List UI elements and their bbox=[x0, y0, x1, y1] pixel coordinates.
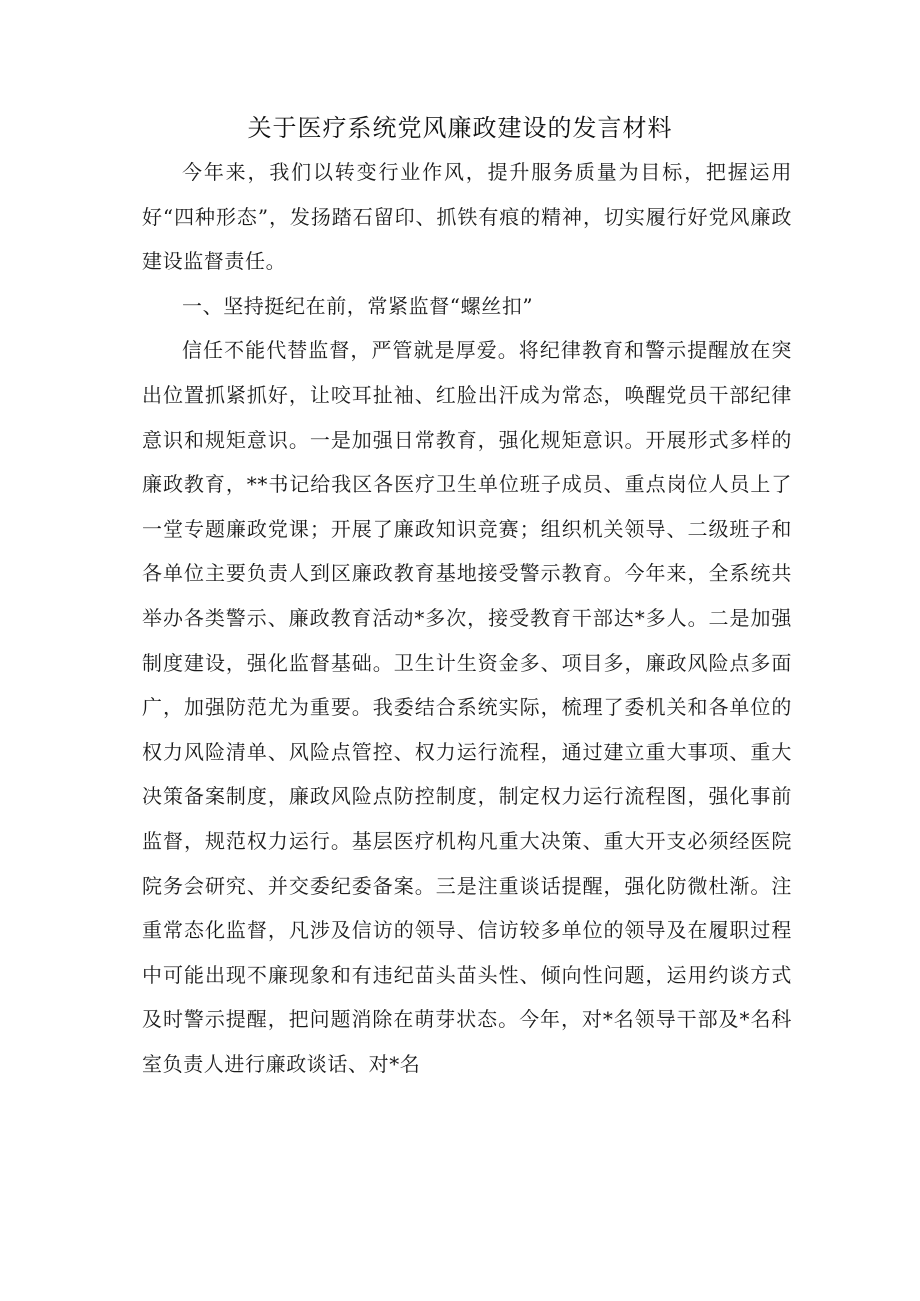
document-title: 关于医疗系统党风廉政建设的发言材料 bbox=[247, 114, 673, 142]
section-body-1: 信任不能代替监督，严管就是厚爱。将纪律教育和警示提醒放在突出位置抓紧抓好，让咬耳扯袖、红脸出汗成为常态，唤醒党员干部纪律意识和规矩意识。一是加强日常教育，强化规矩意识。开展形式多样的廉政教育，**书记给我区各医疗卫生单位班子成员、重点岗位人员上了一堂专题廉政党课；开展了廉政知识竞赛；组织机关领导、二级班子和各单位主要负责人到区廉政教育基地接受警示教育。今年来，全系统共举办各类警示、廉政教育活动*多次，接受教育干部达*多人。二是加强制度建设，强化监督基础。卫生计生资金多、项目多，廉政风险点多面广，加强防范尤为重要。我委结合系统实际，梳理了委机关和各单位的权力风险清单、风险点管控、权力运行流程，通过建立重大事项、重大决策备案制度，廉政风险点防控制度，制定权力运行流程图，强化事前监督，规范权力运行。基层医疗机构凡重大决策、重大开支必须经医院院务会研究、并交委纪委备案。三是注重谈话提醒，强化防微杜渐。注重常态化监督，凡涉及信访的领导、信访较多单位的领导及在履职过程中可能出现不廉现象和有违纪苗头苗头性、倾向性问题，运用约谈方式及时警示提醒，把问题消除在萌芽状态。今年，对*名领导干部及*名科室负责人进行廉政谈话、对*名 bbox=[142, 338, 792, 1076]
section-heading-1: 一、坚持挺纪在前，常紧监督“螺丝扣” bbox=[182, 293, 534, 318]
document-body bbox=[142, 150, 792, 1086]
intro-paragraph: 今年来，我们以转变行业作风，提升服务质量为目标，把握运用好“四种形态”，发扬踏石留印、抓铁有痕的精神，切实履行好党风廉政建设监督责任。 bbox=[142, 160, 792, 274]
